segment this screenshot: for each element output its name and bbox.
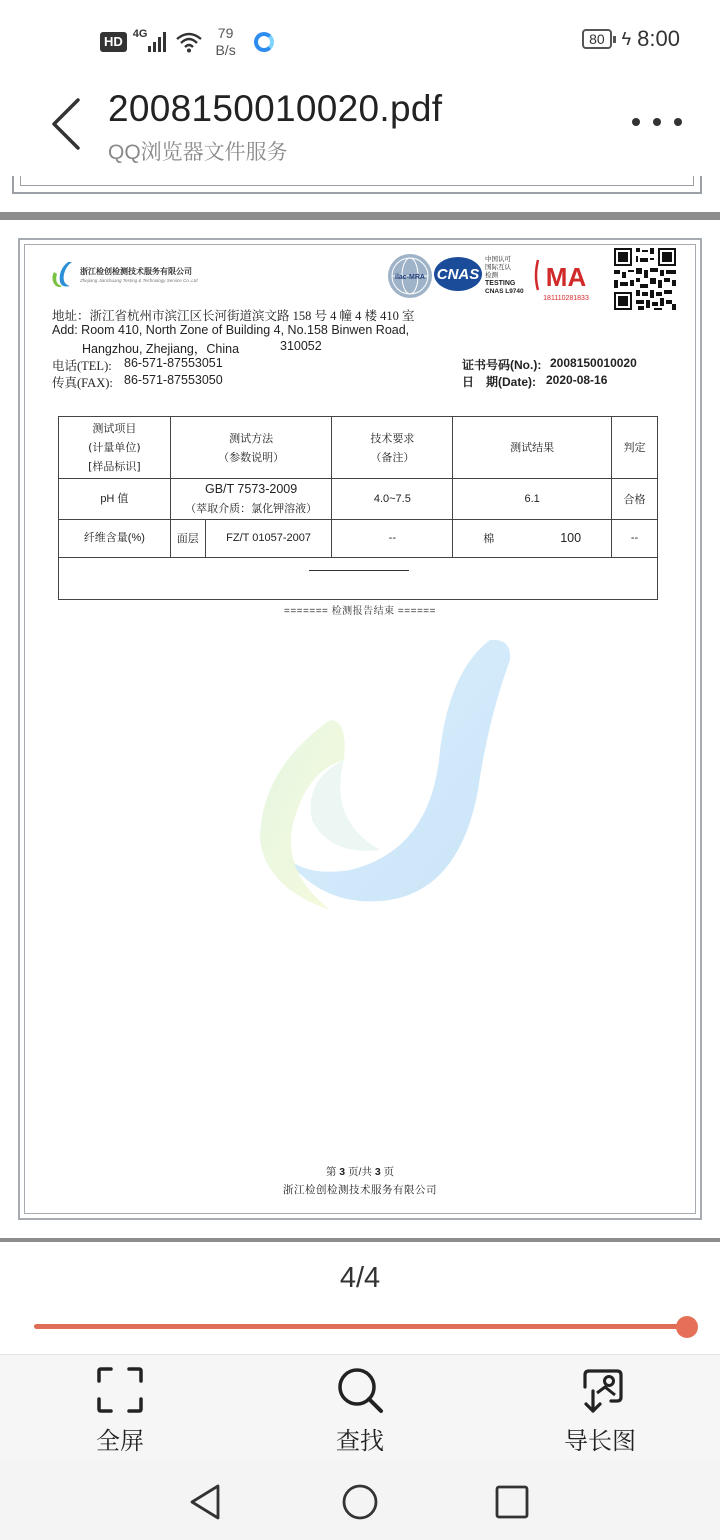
cell-part: 面层	[170, 520, 205, 558]
header-item: 测试项目 (计量单位) [样品标识]	[59, 417, 171, 479]
network-speed	[215, 25, 235, 59]
cma-number: 181110281833	[543, 295, 589, 302]
cell-requirement: --	[332, 520, 453, 558]
wifi-icon	[175, 31, 203, 53]
watermark-logo-icon	[220, 620, 520, 930]
pdf-page	[18, 238, 702, 1220]
company-name-cn: 浙江检创检测技术服务有限公司	[80, 267, 192, 276]
header-method: 测试方法 （参数说明）	[170, 417, 332, 479]
bottom-toolbar	[0, 1354, 720, 1460]
status-right	[582, 26, 680, 52]
nav-recents-icon[interactable]	[492, 1482, 532, 1522]
cell-requirement: 4.0~7.5	[332, 479, 453, 520]
export-long-image-label: 导长图	[564, 1428, 636, 1455]
qr-code-icon	[612, 246, 678, 312]
page-separator	[0, 212, 720, 220]
fiber-percent: 100	[560, 531, 582, 545]
date-label: 日 期(Date):	[462, 375, 536, 389]
table-header-row	[59, 417, 658, 479]
ilac-logo-icon	[388, 254, 432, 298]
address-cn: 地址：浙江省杭州市滨江区长河街道滨文路 158 号 4 幢 4 楼 410 室	[52, 309, 415, 323]
previous-page-edge	[12, 176, 702, 194]
cell-verdict: 合格	[612, 479, 658, 520]
app-header	[0, 80, 720, 176]
table-row	[59, 520, 658, 558]
find-button[interactable]	[300, 1365, 420, 1461]
qq-browser-icon	[254, 32, 274, 52]
status-left	[100, 22, 274, 62]
cell-result: 6.1	[453, 479, 612, 520]
fullscreen-button[interactable]	[60, 1365, 180, 1461]
company-logo-icon	[48, 260, 76, 290]
cnas-label: CNAS	[436, 266, 480, 283]
tel-number: 86-571-87553051	[124, 356, 223, 370]
empty-cell	[59, 558, 658, 600]
company-name-en: Zhejiang Jianchuang Testing & Technology Service Co.,Ltd	[80, 278, 198, 283]
network-type: 4G	[132, 28, 148, 40]
cell-method: GB/T 7573-2009 （萃取介质：氯化钾溶液）	[170, 479, 332, 520]
ilac-label: ilac-MRA	[395, 274, 425, 281]
date-value: 2020-08-16	[546, 373, 608, 387]
report-end-marker: ======= 检测报告结束 ======	[284, 606, 436, 617]
page-slider[interactable]	[34, 1316, 698, 1338]
table-row	[59, 479, 658, 520]
more-icon[interactable]	[632, 110, 682, 134]
header-verdict: 判定	[612, 417, 658, 479]
cnas-cn-1: 中国认可	[485, 255, 511, 263]
fax-number: 86-571-87553050	[124, 373, 223, 387]
header-requirement: 技术要求 （备注）	[332, 417, 453, 479]
results-table	[58, 416, 658, 600]
fax-label: 传真(FAX):	[52, 376, 113, 390]
cell-method: FZ/T 01057-2007	[205, 520, 332, 558]
cnas-testing: TESTING	[485, 280, 516, 287]
tel-label: 电话(TEL):	[52, 359, 112, 373]
long-image-icon	[575, 1365, 625, 1415]
fullscreen-icon	[95, 1365, 145, 1415]
fiber-type: 棉	[483, 532, 495, 545]
address-en-1: Add: Room 410, North Zone of Building 4, No.158 Binwen Road,	[52, 323, 410, 337]
speed-value: 79	[217, 25, 234, 41]
cert-no-value: 2008150010020	[550, 356, 637, 370]
file-title: 2008150010020.pdf	[108, 88, 443, 129]
slider-track[interactable]	[34, 1324, 688, 1329]
page-number: 第 3 页/共 3 页	[325, 1166, 395, 1178]
signal-icon	[147, 31, 169, 53]
table-row-empty	[59, 558, 658, 600]
nav-home-icon[interactable]	[340, 1482, 380, 1522]
status-bar	[0, 0, 720, 80]
export-long-image-button[interactable]	[540, 1365, 660, 1461]
cell-item: 纤维含量(%)	[59, 520, 171, 558]
system-nav-bar	[0, 1460, 720, 1540]
cnas-logo-icon	[434, 257, 482, 291]
speed-unit: B/s	[215, 42, 236, 58]
file-subtitle: QQ浏览器文件服务	[108, 141, 288, 164]
pdf-viewer[interactable]	[0, 176, 720, 1242]
cert-no-label: 证书号码(No.):	[462, 358, 542, 372]
charging-icon: ϟ	[621, 28, 632, 49]
divider-line	[309, 570, 409, 571]
cma-label: MA	[545, 262, 587, 292]
battery-icon: 80	[582, 29, 612, 49]
cell-item: pH 值	[59, 479, 171, 520]
hd-badge: HD	[100, 32, 127, 52]
certification-logos	[386, 252, 606, 304]
cma-logo-icon	[536, 260, 589, 302]
header-result: 测试结果	[453, 417, 612, 479]
fullscreen-label: 全屏	[96, 1428, 144, 1455]
page-indicator: 4/4	[339, 1262, 381, 1294]
cell-result	[453, 520, 612, 558]
footer-company: 浙江检创检测技术服务有限公司	[283, 1184, 437, 1196]
clock: 8:00	[637, 26, 680, 51]
nav-back-icon[interactable]	[186, 1482, 226, 1522]
cnas-number: CNAS L9740	[485, 288, 524, 295]
back-icon[interactable]	[44, 96, 88, 152]
cnas-cn-3: 检测	[485, 271, 498, 279]
postcode: 310052	[280, 339, 322, 353]
page-separator	[0, 1238, 720, 1242]
slider-thumb[interactable]	[676, 1316, 698, 1338]
search-icon	[335, 1365, 385, 1415]
cnas-cn-2: 国际互认	[485, 263, 511, 271]
find-label: 查找	[336, 1428, 384, 1455]
address-en-2: Hangzhou, Zhejiang，China	[82, 342, 240, 356]
cell-verdict: --	[612, 520, 658, 558]
